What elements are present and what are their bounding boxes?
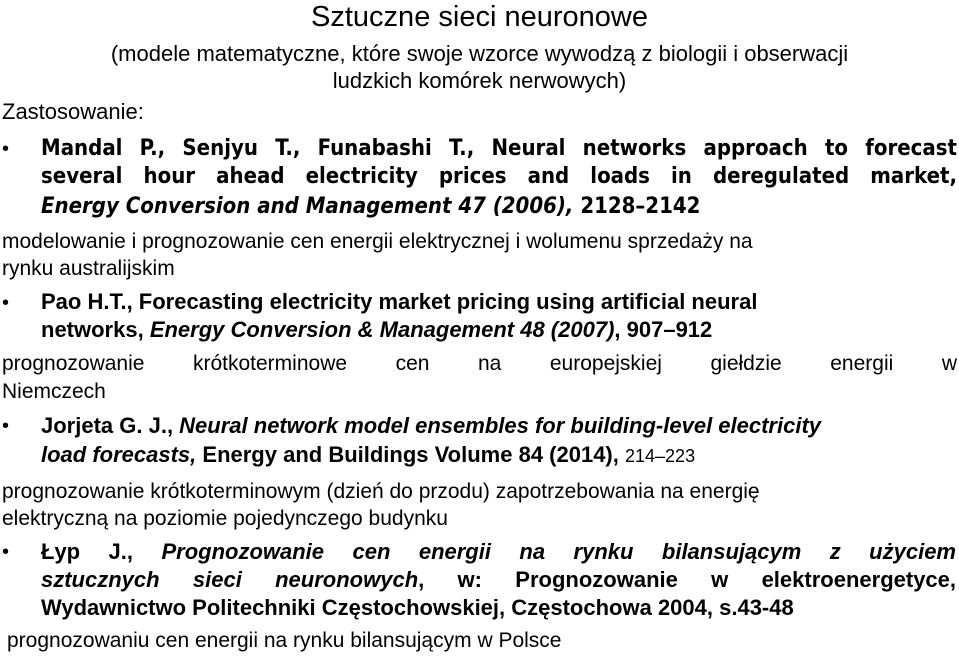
reference-3-title: Neural network model ensembles for building-level electricity	[179, 413, 822, 438]
reference-3-description-line-1: prognozowanie krótkoterminowym (dzień do przodu) zapotrzebowania na energię	[2, 480, 760, 503]
page-title: Sztuczne sieci neuronowe	[311, 1, 648, 33]
reference-3-line-2: load forecasts, Energy and Buildings Volume 84 (2014), 214–223	[41, 442, 696, 467]
reference-4-title: Prognozowanie cen energii na rynku bilansującym z użyciem	[161, 539, 956, 564]
reference-1-description-line-2: rynku australijskim	[2, 257, 175, 280]
reference-2-journal: Energy Conversion & Management 48 (2007)	[149, 317, 615, 342]
reference-3-journal: Energy and Buildings Volume 84 (2014),	[196, 442, 619, 467]
reference-2-pages: , 907–912	[614, 317, 713, 342]
bullet-icon: •	[2, 415, 10, 437]
subtitle-line-1: (modele matematyczne, które swoje wzorce wywodzą z biologii i obserwacji	[110, 41, 849, 66]
bullet-icon: •	[2, 138, 10, 160]
reference-1-line-1: Mandal P., Senjyu T., Funabashi T., Neural networks approach to forecast	[41, 136, 957, 161]
bullet-icon: •	[2, 292, 10, 314]
reference-2-description-line-1: prognozowanie krótkoterminowe cen na europejskiej giełdzie energii w	[2, 352, 957, 375]
reference-1-line-3	[41, 193, 700, 221]
reference-2-line-2: networks, Energy Conversion & Management 48 (2007), 907–912	[41, 317, 713, 342]
reference-4-line-2: sztucznych sieci neuronowych, w: Prognozowanie w elektroenergetyce,	[41, 567, 957, 592]
reference-1-description-line-1: modelowanie i prognozowanie cen energii elektrycznej i wolumenu sprzedaży na	[2, 230, 753, 253]
reference-4-source: , w: Prognozowanie w elektroenergetyce,	[418, 567, 957, 592]
reference-1-pages: 2128–2142	[573, 194, 701, 219]
reference-2-line-1: Pao H.T., Forecasting electricity market pricing using artificial neural	[41, 289, 758, 314]
reference-1-line-2: several hour ahead electricity prices and loads in deregulated market,	[41, 164, 957, 189]
section-label: Zastosowanie:	[2, 99, 144, 124]
subtitle-line-2: ludzkich komórek nerwowych)	[332, 68, 627, 93]
reference-3-description-line-2: elektryczną na poziomie pojedynczego budynku	[2, 507, 448, 530]
reference-4-description-line-1: prognozowaniu cen energii na rynku bilansującym w Polsce	[7, 629, 562, 652]
reference-4-line-3: Wydawnictwo Politechniki Częstochowskiej, Częstochowa 2004, s.43-48	[41, 595, 794, 620]
reference-4-line-1: Łyp J., Prognozowanie cen energii na rynku bilansującym z użyciem	[41, 539, 956, 564]
reference-1-journal: Energy Conversion and Management 47 (2006),	[41, 194, 574, 219]
bullet-icon: •	[2, 541, 10, 563]
reference-2-description-line-2: Niemczech	[2, 380, 106, 403]
reference-3-line-1: Jorjeta G. J., Neural network model ensembles for building-level electricity	[41, 413, 822, 438]
reference-3-pages: 214–223	[625, 446, 696, 466]
